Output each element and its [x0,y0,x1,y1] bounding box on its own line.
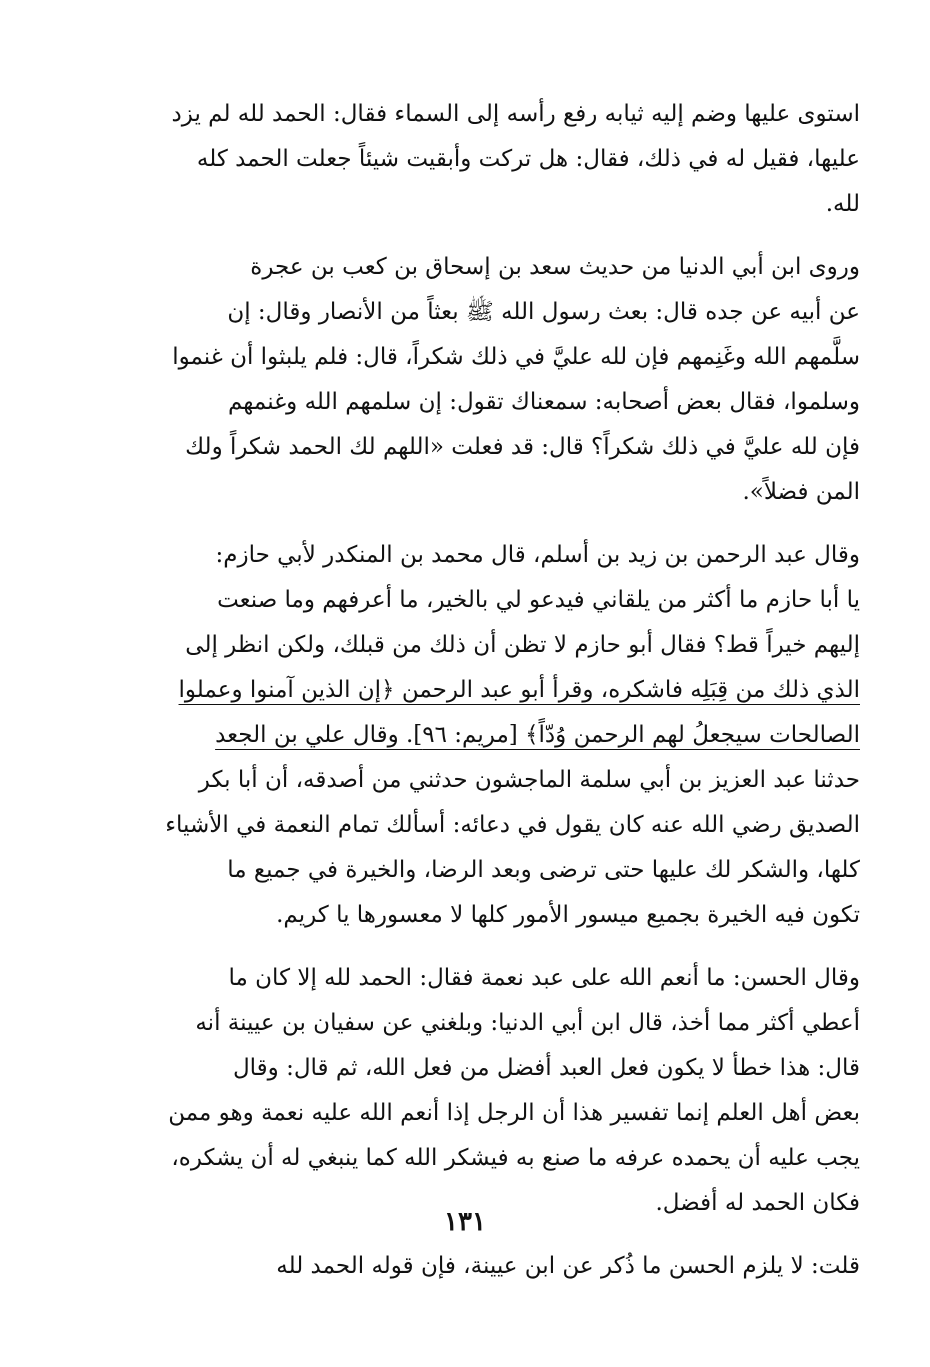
text-line: يجب عليه أن يحمده عرفه ما صنع به فيشكر الله كما ينبغي له أن يشكره، [171,1145,860,1171]
paragraph-4 [148,956,860,1226]
text-line: إليهم خيراً قط؟ فقال أبو حازم لا تظن أن ذلك من قبلك، ولكن انظر إلى [185,632,860,658]
text-line: وقال الحسن: ما أنعم الله على عبد نعمة فقال: الحمد لله إلا كان ما [228,965,860,991]
text-line: قال: هذا خطأ لا يكون فعل العبد أفضل من فعل الله، ثم قال: وقال [232,1055,860,1081]
text-line: يا أبا حازم ما أكثر من يلقاني فيدعو لي بالخير، ما أعرفهم وما صنعت [217,587,860,613]
text-line: كلها، والشكر لك عليها حتى ترضى وبعد الرضا، والخيرة في جميع ما [227,857,860,883]
text-line: وروى ابن أبي الدنيا من حديث سعد بن إسحاق بن كعب بن عجرة [250,254,860,280]
paragraph-spacer [148,938,860,956]
text-line: الصديق رضي الله عنه كان يقول في دعائه: أسألك تمام النعمة في الأشياء [165,812,860,838]
text-line: أعطي أكثر مما أخذ، قال ابن أبي الدنيا: وبلغني عن سفيان بن عيينة أنه [195,1010,860,1036]
text-line: المن فضلاً». [742,479,860,505]
text-line: تكون فيه الخيرة بجميع ميسور الأمور كلها لا معسورها يا كريم. [276,902,860,928]
paragraph-spacer [148,227,860,245]
text-line: وقال عبد الرحمن بن زيد بن أسلم، قال محمد بن المنكدر لأبي حازم: [215,542,860,568]
page-number: ١٣١ [444,1207,486,1237]
text-line: استوى عليها وضم إليه ثيابه رفع رأسه إلى السماء فقال: الحمد لله لم يزد [171,101,860,127]
text-line: وسلموا، فقال بعض أصحابه: سمعناك تقول: إن سلمهم الله وغنمهم [227,389,860,415]
text-line: فكان الحمد له أفضل. [655,1190,860,1216]
body-text [148,92,860,1289]
text-line: عن أبيه عن جده قال: بعث رسول الله ﷺ بعثاً من الأنصار وقال: إن [227,299,860,325]
quran-verse-line: الصالحات سيجعلُ لهم الرحمن وُدّاً﴾ [مريم: ٩٦]. وقال علي بن الجعد [215,722,860,748]
text-line: لله. [825,191,860,217]
paragraph-spacer [148,515,860,533]
text-line: فإن لله عليَّ في ذلك شكراً؟ قال: قد فعلت «اللهم لك الحمد شكراً ولك [185,434,860,460]
text-line: قلت: لا يلزم الحسن ما ذُكر عن ابن عيينة، فإن قوله الحمد لله [276,1253,860,1279]
quran-verse-line: الذي ذلك من قِبَلِه فاشكره، وقرأ أبو عبد الرحمن ﴿إن الذين آمنوا وعملوا [178,677,860,703]
paragraph-1 [148,92,860,227]
paragraph-2 [148,245,860,515]
paragraph-3 [148,533,860,938]
text-line: حدثنا عبد العزيز بن أبي سلمة الماجشون حدثني من أصدقه، أن أبا بكر [198,767,860,793]
text-line: بعض أهل العلم إنما تفسير هذا أن الرجل إذا أنعم الله عليه نعمة وهو ممن [168,1100,860,1126]
text-line: سلَّمهم الله وغَنِمهم فإن لله عليَّ في ذلك شكراً، قال: فلم يلبثوا أن غنموا [172,344,860,370]
paragraph-5 [148,1244,860,1289]
text-line: عليها، فقيل له في ذلك، فقال: هل تركت وأبقيت شيئاً جعلت الحمد كله [196,146,860,172]
